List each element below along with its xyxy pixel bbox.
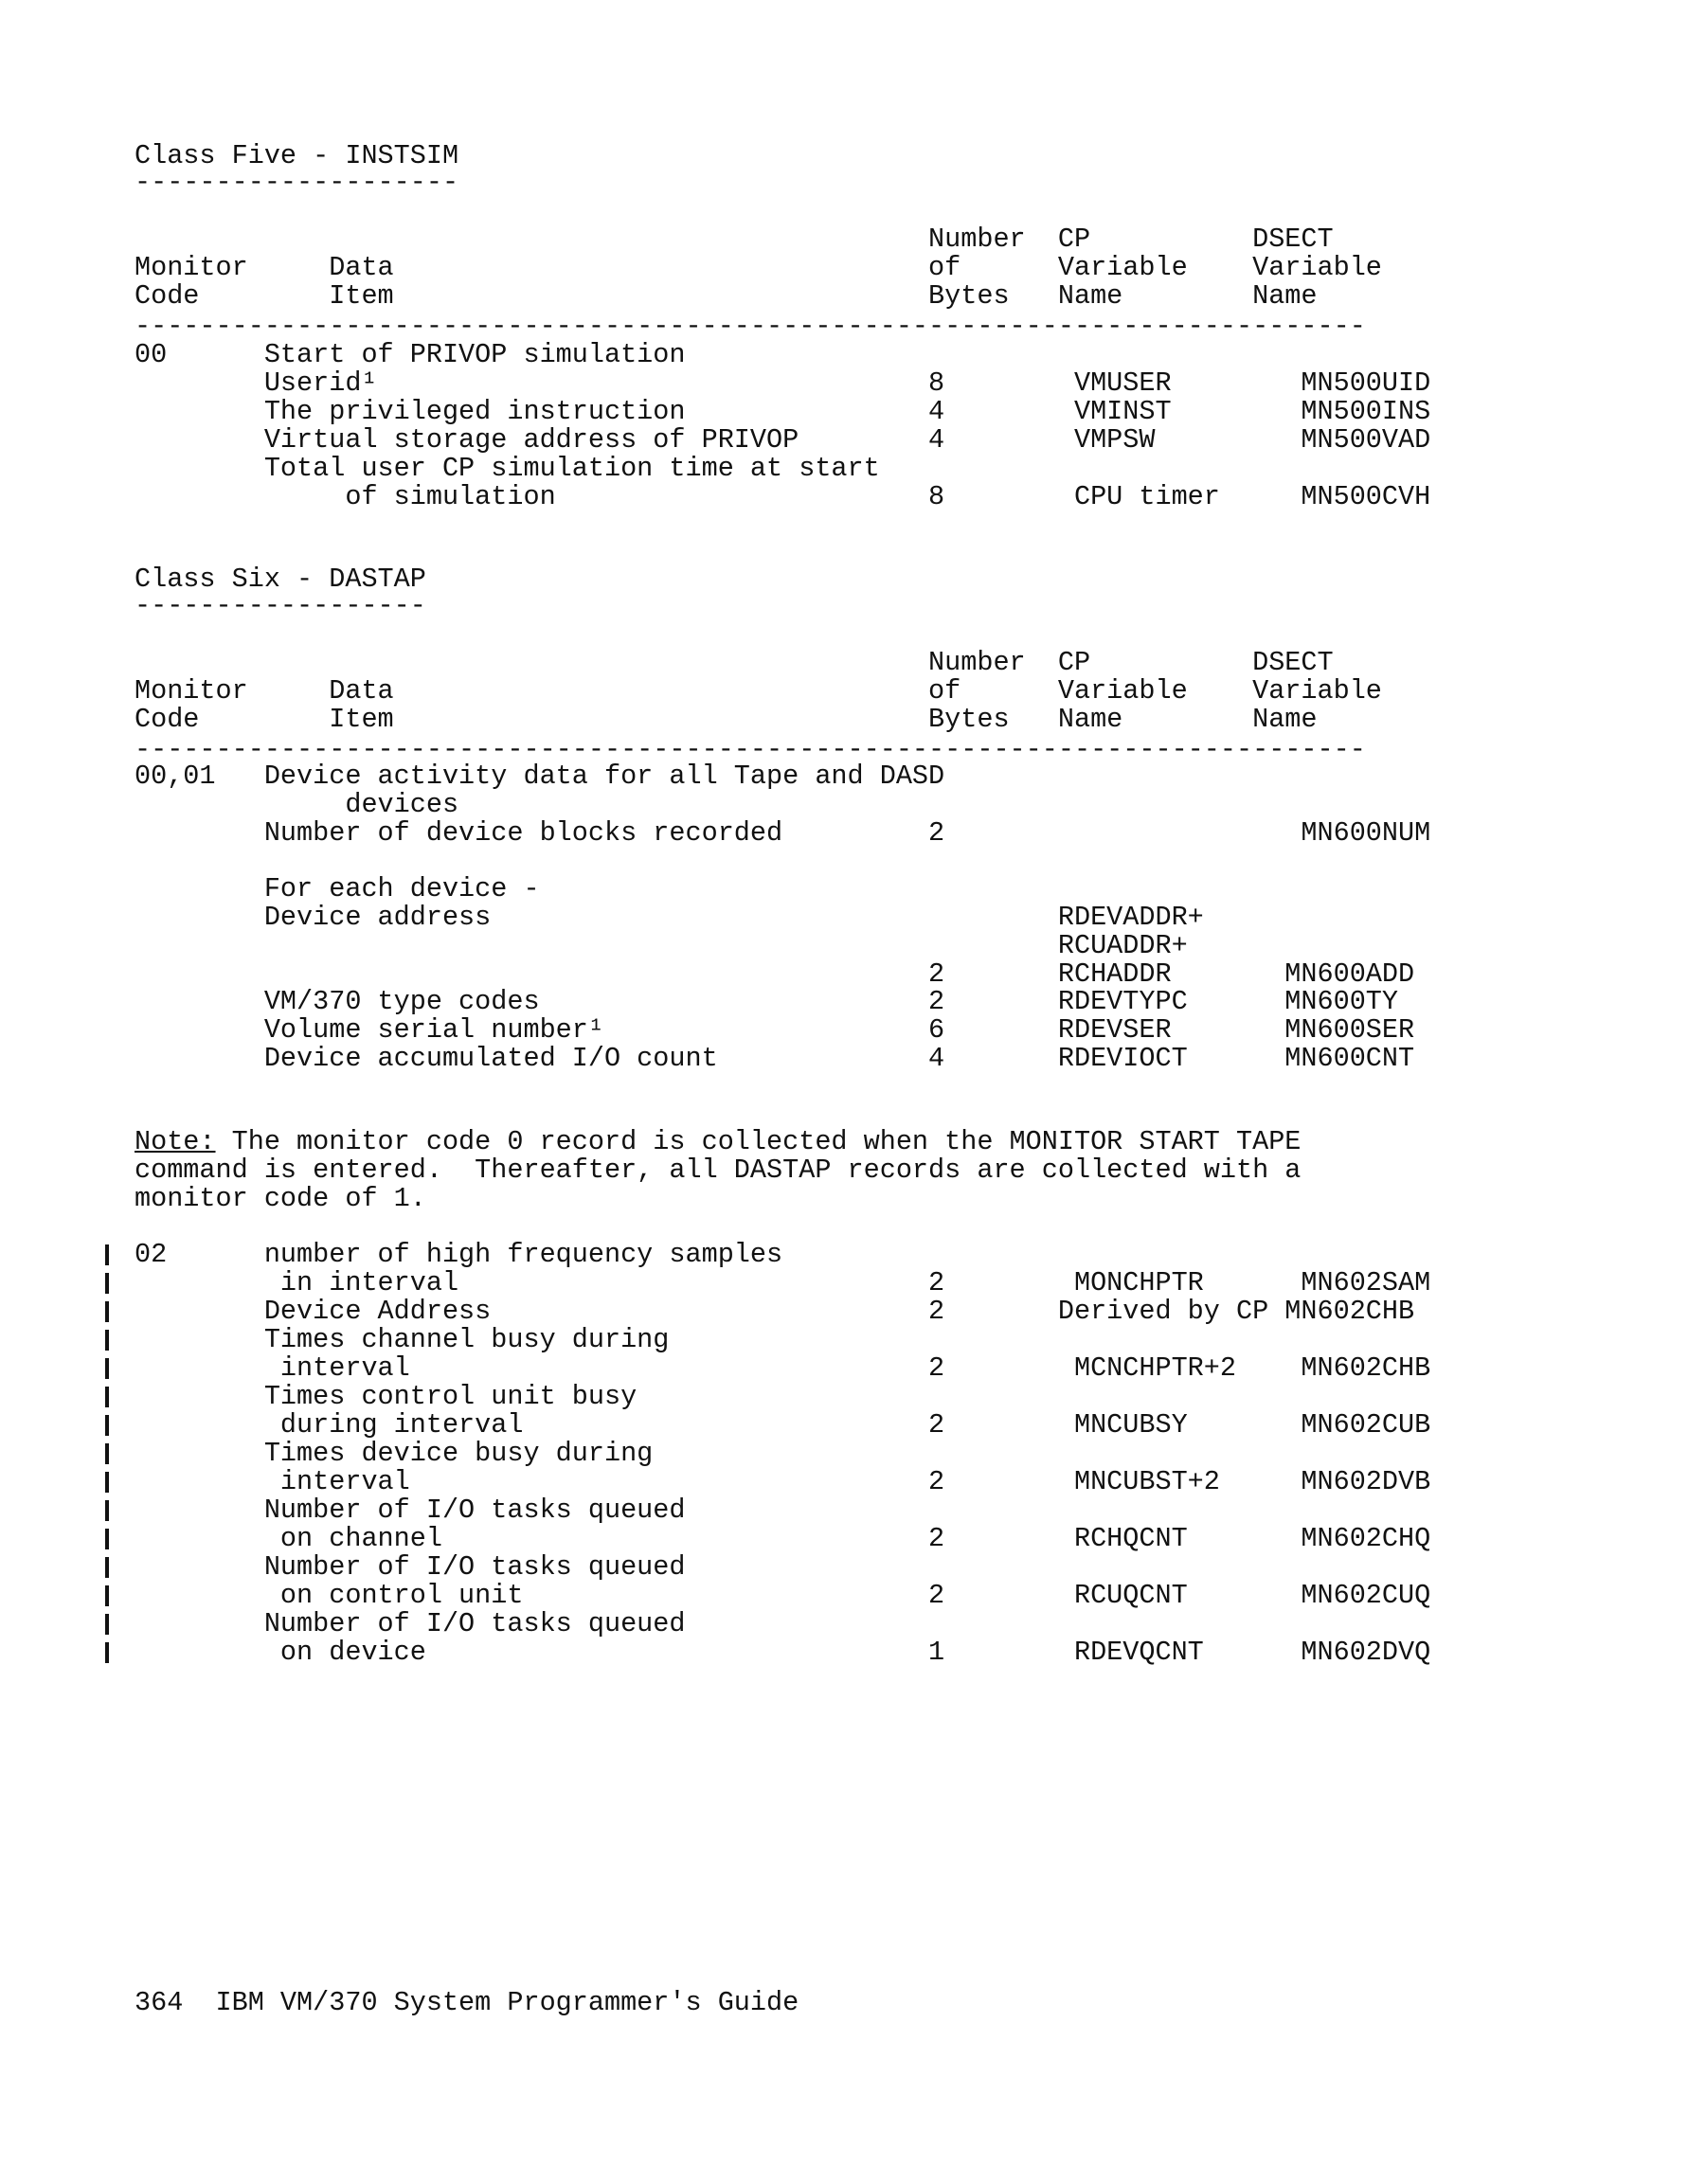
table-row: on device 1 RDEVQCNT MN602DVQ	[135, 1637, 1431, 1668]
note-line3: monitor code of 1.	[135, 1183, 426, 1214]
table-row: Virtual storage address of PRIVOP 4 VMPSW MN500VAD	[135, 424, 1431, 456]
revision-bar	[105, 1614, 109, 1635]
table-row: Device Address 2 Derived by CP MN602CHB	[135, 1296, 1415, 1327]
table-row: 02 number of high frequency samples	[135, 1239, 783, 1270]
table-row: VM/370 type codes 2 RDEVTYPC MN600TY	[135, 986, 1399, 1017]
note-label: Note:	[135, 1126, 216, 1157]
table-row: interval 2 MCNCHPTR+2 MN602CHB	[135, 1352, 1431, 1384]
revision-bar	[105, 1301, 109, 1322]
section5-header-line3: Code Item Bytes Name Name	[135, 280, 1318, 312]
revision-bar	[105, 1330, 109, 1351]
revision-bar	[105, 1415, 109, 1436]
table-row: of simulation 8 CPU timer MN500CVH	[135, 481, 1431, 512]
table-row: interval 2 MNCUBST+2 MN602DVB	[135, 1466, 1431, 1497]
table-row: 00,01 Device activity data for all Tape and DASD	[135, 761, 945, 792]
section6-header-line3: Code Item Bytes Name Name	[135, 704, 1318, 735]
section5-title: Class Five - INSTSIM	[135, 140, 459, 171]
section5-header-line1: Number CP DSECT	[135, 224, 1334, 255]
table-row: Number of I/O tasks queued	[135, 1495, 686, 1526]
table-row: on control unit 2 RCUQCNT MN602CUQ	[135, 1580, 1431, 1611]
revision-bar	[105, 1358, 109, 1379]
section5-title-underline: --------------------	[135, 167, 459, 198]
revision-bar	[105, 1387, 109, 1407]
section6-header-line2: Monitor Data of Variable Variable	[135, 675, 1382, 707]
revision-bar	[105, 1244, 109, 1265]
revision-bar	[105, 1529, 109, 1549]
table-row: Volume serial number¹ 6 RDEVSER MN600SER	[135, 1014, 1415, 1046]
revision-bar	[105, 1557, 109, 1578]
page-footer: 364 IBM VM/370 System Programmer's Guide	[135, 1987, 799, 2018]
table-row: For each device -	[135, 873, 540, 904]
table-row: Device accumulated I/O count 4 RDEVIOCT MN600CNT	[135, 1043, 1415, 1074]
revision-bar	[105, 1585, 109, 1606]
table-row: Times channel busy during	[135, 1324, 670, 1355]
table-row: in interval 2 MONCHPTR MN602SAM	[135, 1267, 1431, 1298]
section5-header-line2: Monitor Data of Variable Variable	[135, 252, 1382, 283]
table-row: 00 Start of PRIVOP simulation	[135, 339, 686, 370]
table-row: The privileged instruction 4 VMINST MN500INS	[135, 396, 1431, 427]
table-row: on channel 2 RCHQCNT MN602CHQ	[135, 1523, 1431, 1554]
revision-bar	[105, 1500, 109, 1521]
revision-bar	[105, 1273, 109, 1294]
table-row: Userid¹ 8 VMUSER MN500UID	[135, 367, 1431, 399]
table-row: 2 RCHADDR MN600ADD	[135, 958, 1415, 990]
note-line2: command is entered. Thereafter, all DASTAP records are collected with a	[135, 1155, 1302, 1186]
revision-bar	[105, 1642, 109, 1663]
table-row: Times device busy during	[135, 1438, 654, 1469]
section6-title: Class Six - DASTAP	[135, 564, 426, 595]
table-row: devices	[135, 789, 459, 820]
table-row: Number of device blocks recorded 2 MN600NUM	[135, 817, 1431, 849]
table-row: Number of I/O tasks queued	[135, 1608, 686, 1639]
section6-header-line1: Number CP DSECT	[135, 647, 1334, 678]
section6-header-rule: ----------------------------------------------------------------------------	[135, 734, 1366, 765]
section6-title-underline: ------------------	[135, 590, 426, 621]
table-row: Total user CP simulation time at start	[135, 453, 880, 484]
table-row: RCUADDR+	[135, 930, 1188, 961]
table-row: Times control unit busy	[135, 1381, 637, 1412]
note-line1: Note: The monitor code 0 record is collected when the MONITOR START TAPE	[135, 1126, 1302, 1157]
revision-bar	[105, 1472, 109, 1493]
section5-header-rule: ----------------------------------------------------------------------------	[135, 311, 1366, 342]
revision-bar	[105, 1443, 109, 1464]
table-row: Number of I/O tasks queued	[135, 1551, 686, 1583]
table-row: during interval 2 MNCUBSY MN602CUB	[135, 1409, 1431, 1441]
table-row: Device address RDEVADDR+	[135, 902, 1204, 933]
